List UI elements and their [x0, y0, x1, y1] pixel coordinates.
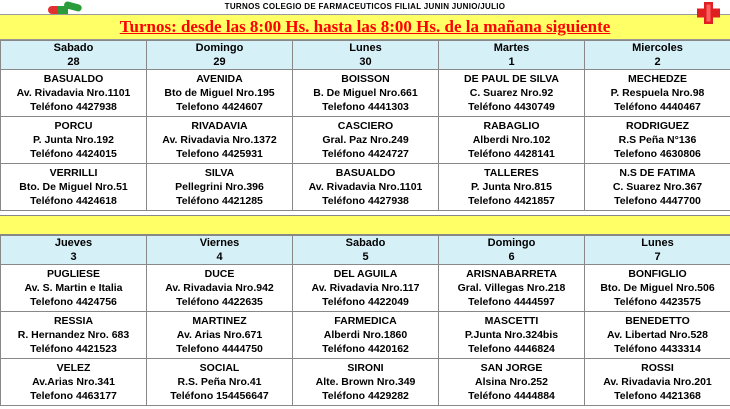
pharmacy-cell: VELEZ Av.Arias Nro.341 Telefono 4463177 — [1, 359, 147, 406]
table-row — [1, 117, 730, 164]
pharmacy-cell: MARTINEZ Av. Arias Nro.671 Telefono 4444750 — [147, 312, 293, 359]
pharmacy-cell: SILVA Pellegrini Nro.396 Teléfono 4421285 — [147, 164, 293, 211]
pharmacy-cell: RABAGLIO Alberdi Nro.102 Teléfono 4428141 — [439, 117, 585, 164]
pharmacy-cell: DEL AGUILA Av. Rivadavia Nro.117 Teléfono 4422049 — [293, 265, 439, 312]
day-header: Viernes 4 — [147, 236, 293, 265]
day-header: Lunes 7 — [585, 236, 730, 265]
pharmacy-cell: ARISNABARRETA Gral. Villegas Nro.218 Telefono 4444597 — [439, 265, 585, 312]
pharmacy-cell: BOISSON B. De Miguel Nro.661 Telefono 4441303 — [293, 70, 439, 117]
pharmacy-cell: RIVADAVIA Av. Rivadavia Nro.1372 Telefono 4425931 — [147, 117, 293, 164]
pharmacy-cell: PORCU P. Junta Nro.192 Teléfono 4424015 — [1, 117, 147, 164]
pharmacy-cell: DE PAUL DE SILVA C. Suarez Nro.92 Teléfono 4430749 — [439, 70, 585, 117]
pharmacy-cell: PUGLIESE Av. S. Martin e Italia Telefono 4424756 — [1, 265, 147, 312]
week1-table — [0, 40, 730, 211]
table-row — [1, 359, 730, 406]
day-header: Lunes 30 — [293, 41, 439, 70]
pharmacy-cell: SOCIAL R.S. Peña Nro.41 Teléfono 154456647 — [147, 359, 293, 406]
week2-day-header-row — [1, 236, 730, 265]
pharmacy-cell: BASUALDO Av. Rivadavia Nro.1101 Teléfono 4427938 — [1, 70, 147, 117]
pharmacy-cell: FARMEDICA Alberdi Nro.1860 Teléfono 4420162 — [293, 312, 439, 359]
pharmacy-cross-icon — [694, 0, 724, 26]
day-header: Miercoles 2 — [585, 41, 730, 70]
week-separator — [0, 215, 730, 235]
table-row — [1, 265, 730, 312]
shift-hours-banner — [0, 14, 730, 40]
pharmacy-cell: MASCETTI P.Junta Nro.324bis Telefono 4446824 — [439, 312, 585, 359]
day-header: Sabado 28 — [1, 41, 147, 70]
pharmacy-cell: DUCE Av. Rivadavia Nro.942 Teléfono 4422635 — [147, 265, 293, 312]
table-row — [1, 164, 730, 211]
document-title: TURNOS COLEGIO DE FARMACEUTICOS FILIAL JUNIN JUNIO/JULIO — [224, 2, 506, 11]
day-header: Domingo 6 — [439, 236, 585, 265]
pharmacy-cell: N.S DE FATIMA C. Suarez Nro.367 Telefono 4447700 — [585, 164, 730, 211]
week2-table — [0, 235, 730, 406]
pharmacy-cell: VERRILLI Bto. De Miguel Nro.51 Teléfono 4424618 — [1, 164, 147, 211]
pharmacy-cell: TALLERES P. Junta Nro.815 Telefono 4421857 — [439, 164, 585, 211]
pharmacy-cell: SAN JORGE Alsina Nro.252 Teléfono 4444884 — [439, 359, 585, 406]
pharmacy-cell: BENEDETTO Av. Libertad Nro.528 Teléfono 4433314 — [585, 312, 730, 359]
table-row — [1, 312, 730, 359]
table-row — [1, 70, 730, 117]
day-header: Jueves 3 — [1, 236, 147, 265]
pharmacy-cell: BASUALDO Av. Rivadavia Nro.1101 Teléfono 4427938 — [293, 164, 439, 211]
pharmacy-cell: RODRIGUEZ R.S Peña N°136 Telefono 4630806 — [585, 117, 730, 164]
pharmacy-cell: AVENIDA Bto de Miguel Nro.195 Telefono 4424607 — [147, 70, 293, 117]
banner-text: Turnos: desde las 8:00 Hs. hasta las 8:00 Hs. de la mañana siguiente — [119, 17, 611, 36]
day-header: Martes 1 — [439, 41, 585, 70]
pharmacy-cell: SIRONI Alte. Brown Nro.349 Teléfono 4429282 — [293, 359, 439, 406]
day-header: Sabado 5 — [293, 236, 439, 265]
pharmacy-cell: BONFIGLIO Bto. De Miguel Nro.506 Teléfono 4423575 — [585, 265, 730, 312]
pharmacy-cell: RESSIA R. Hernandez Nro. 683 Teléfono 4421523 — [1, 312, 147, 359]
pharmacy-cell: ROSSI Av. Rivadavia Nro.201 Telefono 4421368 — [585, 359, 730, 406]
week1-day-header-row — [1, 41, 730, 70]
day-header: Domingo 29 — [147, 41, 293, 70]
pharmacy-cell: MECHEDZE P. Respuela Nro.98 Teléfono 4440467 — [585, 70, 730, 117]
pharmacy-cell: CASCIERO Gral. Paz Nro.249 Teléfono 4424727 — [293, 117, 439, 164]
